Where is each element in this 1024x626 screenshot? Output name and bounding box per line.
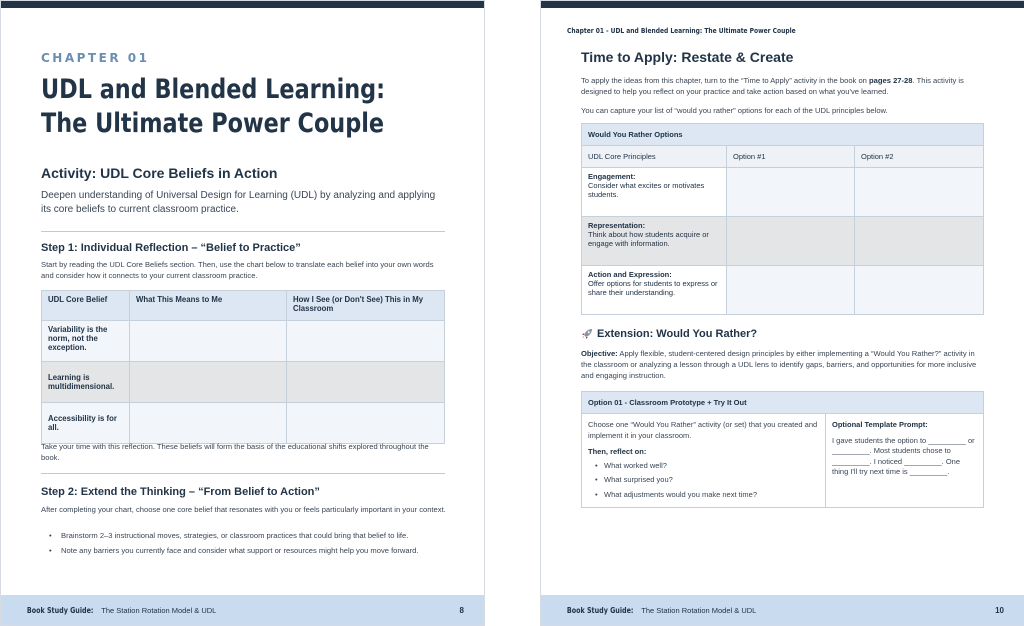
belief-cell: Accessibility is for all.	[42, 403, 130, 444]
table-row	[42, 321, 445, 362]
prompt-label: Optional Template Prompt:	[832, 420, 928, 429]
option-cell[interactable]	[727, 266, 855, 315]
page-title: UDL and Blended Learning: The Ultimate Power Couple	[41, 74, 386, 139]
step2-list	[53, 530, 438, 560]
belief-cell: Learning is multidimensional.	[42, 362, 130, 403]
response-cell[interactable]	[287, 362, 445, 403]
reflect-list	[588, 461, 819, 501]
prompt-text: I gave students the option to _________ or _________. Most students chose to _________. I noticed _________. One thing I'll try next time is _________.	[832, 435, 975, 476]
step1-description: Start by reading the UDL Core Beliefs section. Then, use the chart below to translate each belief into your own words and consider how it connects to your current classroom practice.	[41, 260, 434, 280]
option-instructions	[582, 414, 826, 508]
option-cell[interactable]	[855, 168, 984, 217]
right-page	[540, 0, 1024, 626]
belief-cell: Variability is the norm, not the exception.	[42, 321, 130, 362]
list-item: • Note any barriers you currently face and consider what support or resources might help you move forward.	[53, 545, 438, 556]
option-box	[581, 391, 984, 508]
core-beliefs-table	[41, 290, 445, 444]
table-row	[582, 217, 984, 266]
response-cell[interactable]	[130, 403, 287, 444]
response-cell[interactable]	[130, 321, 287, 362]
footer	[541, 595, 1024, 625]
response-cell[interactable]	[130, 362, 287, 403]
step2-title: Step 2: Extend the Thinking – “From Belief to Action”	[41, 486, 320, 498]
running-head: Chapter 01 - UDL and Blended Learning: The Ultimate Power Couple	[567, 27, 796, 35]
divider	[41, 473, 445, 474]
intro-paragraph: To apply the ideas from this chapter, turn to the “Time to Apply” activity in the book on pages 27-28. This activity is designed to help you reflect on your practice and take action based on what you've learned.	[581, 76, 964, 96]
reflection-note: Take your time with this reflection. These beliefs will form the basis of the educational shifts explored throughout the book.	[41, 442, 429, 462]
principle-cell: Action and Expression: Offer options for students to express or share their understanding.	[582, 266, 727, 315]
option-cell[interactable]	[727, 217, 855, 266]
table-header: What This Means to Me	[130, 291, 287, 321]
option-cell[interactable]	[855, 266, 984, 315]
table-row	[42, 362, 445, 403]
choose-text: Choose one “Would You Rather” activity (or set) that you created and implement it in your classroom.	[588, 420, 818, 440]
option-cell[interactable]	[855, 217, 984, 266]
rocket-icon	[581, 328, 593, 340]
top-bar	[541, 1, 1024, 8]
table-header: How I See (or Don't See) This in My Classroom	[287, 291, 445, 321]
would-you-rather-table	[581, 123, 984, 315]
footer-title: Book Study Guide: The Station Rotation Model & UDL	[566, 605, 757, 615]
response-cell[interactable]	[287, 321, 445, 362]
template-prompt	[826, 414, 983, 508]
footer	[1, 595, 484, 625]
table-header: UDL Core Belief	[42, 291, 130, 321]
activity-description: Deepen understanding of Universal Design for Learning (UDL) by analyzing and applying its core beliefs to current classroom practice.	[41, 190, 436, 215]
step2-description: After completing your chart, choose one core belief that resonates with you or feels particularly important in your context.	[41, 505, 446, 514]
chapter-label: CHAPTER 01	[41, 51, 150, 65]
table-header: Option #1	[727, 146, 855, 168]
list-item: • What surprised you?	[604, 475, 819, 486]
extension-title: Extension: Would You Rather?	[581, 328, 757, 340]
reflect-label: Then, reflect on:	[588, 447, 647, 456]
list-item: • Brainstorm 2–3 instructional moves, strategies, or classroom practices that could bring that belief to life.	[53, 530, 438, 541]
table-row	[42, 403, 445, 444]
option-heading: Option 01 - Classroom Prototype + Try It Out	[582, 392, 983, 414]
top-bar	[1, 1, 484, 8]
page-number: 10	[995, 605, 1004, 615]
page-number: 8	[459, 605, 464, 615]
table-header: UDL Core Principles	[582, 146, 727, 168]
left-page	[0, 0, 485, 626]
section-title: Time to Apply: Restate & Create	[581, 49, 794, 65]
divider	[41, 231, 445, 232]
table-row	[582, 168, 984, 217]
option-cell[interactable]	[727, 168, 855, 217]
response-cell[interactable]	[287, 403, 445, 444]
table-header: Option #2	[855, 146, 984, 168]
capture-paragraph: You can capture your list of “would you rather” options for each of the UDL principles below.	[581, 106, 888, 115]
principle-cell: Representation: Think about how students acquire or engage with information.	[582, 217, 727, 266]
table-row	[582, 266, 984, 315]
principle-cell: Engagement: Consider what excites or motivates students.	[582, 168, 727, 217]
step1-title: Step 1: Individual Reflection – “Belief to Practice”	[41, 242, 301, 254]
activity-title: Activity: UDL Core Beliefs in Action	[41, 165, 278, 181]
footer-title: Book Study Guide: The Station Rotation Model & UDL	[26, 605, 217, 615]
list-item: • What worked well?	[604, 461, 819, 472]
table-caption: Would You Rather Options	[582, 124, 984, 146]
list-item: • What adjustments would you make next time?	[604, 490, 819, 501]
objective-paragraph: Objective: Apply flexible, student-centered design principles by either implementing a “Would You Rather?” activity in the classroom or analyzing a lesson through a UDL lens to identify gaps, barriers, and opportunities for more inclusive and engaging instruction.	[581, 349, 977, 380]
